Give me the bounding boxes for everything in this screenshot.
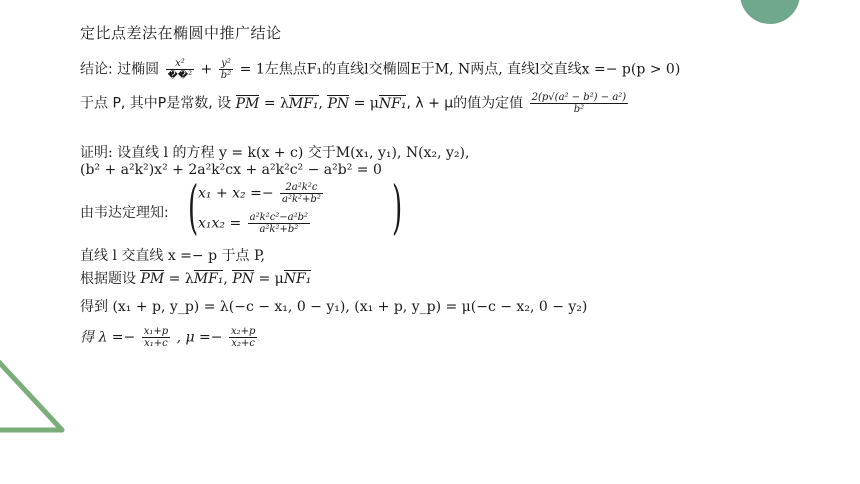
fraction-constant: $\frac{\text{2(p√(a² − b²) − a²)}}{\text{b²}}$ <box>531 92 627 115</box>
conclusion-line-2: 于点 P, 其中P是常数, 设 PM = λMF₁, PN = μNF₁, λ + μ的值为定值 $\frac{\text{2(p√(a² − b²) − a²)}}{\text{b²}}$ <box>80 92 627 115</box>
proof-line-5: 根据题设 PM = λMF₁, PN = μNF₁ <box>80 271 312 287</box>
page-title: 定比点差法在椭圆中推广结论 <box>80 24 282 42</box>
conclusion-prefix: 结论: 过椭圆 <box>80 61 160 78</box>
left-brace: ( <box>188 173 199 241</box>
right-brace: ) <box>392 173 403 241</box>
conclusion-statement: = 1左焦点F₁的直线l交椭圆E于M, N两点, 直线l交直线x =− p(p > 0) <box>239 61 681 78</box>
vector-nf1: NF₁ <box>378 95 407 112</box>
fraction-mu: $\frac{\text{x₂+p}}{\text{x₂+c}}$ <box>230 326 256 349</box>
proof-line-6: 得到 (x₁ + p, y_p) = λ(−c − x₁, 0 − y₁), (x₁ + p, y_p) = μ(−c − x₂, 0 − y₂) <box>80 299 588 315</box>
proof-line-7: 得 λ =− $\frac{\text{x₁+p}}{\text{x₁+c}}$ , μ =− $\frac{\text{x₂+p}}{\text{x₂+c}}$ <box>80 326 256 349</box>
vector-pn: PN <box>327 95 350 112</box>
fraction-y2: $\frac{\text{y²}}{\text{b²}}$ <box>220 58 232 81</box>
vieta-sum: x₁ + x₂ =− $\frac{\text{2a²k²c}}{\text{a²k²+b²}}$ <box>198 182 321 205</box>
proof-line-4: 直线 l 交直线 x =− p 于点 P, <box>80 248 265 264</box>
vector-pm: PM <box>140 271 165 287</box>
proof-line-2: (b² + a²k²)x² + 2a²k²cx + a²k²c² − a²b² = 0 <box>80 162 382 178</box>
vector-nf1: NF₁ <box>283 271 312 287</box>
decorative-triangle <box>0 300 80 450</box>
vector-pn: PN <box>232 271 254 287</box>
conclusion-line-1: 结论: 过椭圆 $\frac{\text{x²}}{\text{��²}}$ + $\frac{\text{y²}}{\text{b²}}$ = 1左焦点F₁的直线l交椭圆E于M, N两点, 直线l交直线x =− p(p > 0) <box>80 58 681 81</box>
decorative-circle <box>740 0 800 24</box>
vieta-product: x₁x₂ = $\frac{\text{a²k²c²−a²b²}}{\text{a²k²+b²}}$ <box>198 212 309 235</box>
vector-mf1: MF₁ <box>193 271 224 287</box>
proof-line-1: 证明: 设直线 l 的方程 y = k(x + c) 交于M(x₁, y₁), N(x₂, y₂), <box>80 145 470 161</box>
fraction-x2: $\frac{\text{x²}}{\text{��²}}$ <box>167 58 193 81</box>
vector-mf1: MF₁ <box>288 95 319 112</box>
vector-pm: PM <box>235 95 260 112</box>
vieta-label: 由韦达定理知: <box>80 205 169 221</box>
fraction-lambda: $\frac{\text{x₁+p}}{\text{x₁+c}}$ <box>143 326 169 349</box>
